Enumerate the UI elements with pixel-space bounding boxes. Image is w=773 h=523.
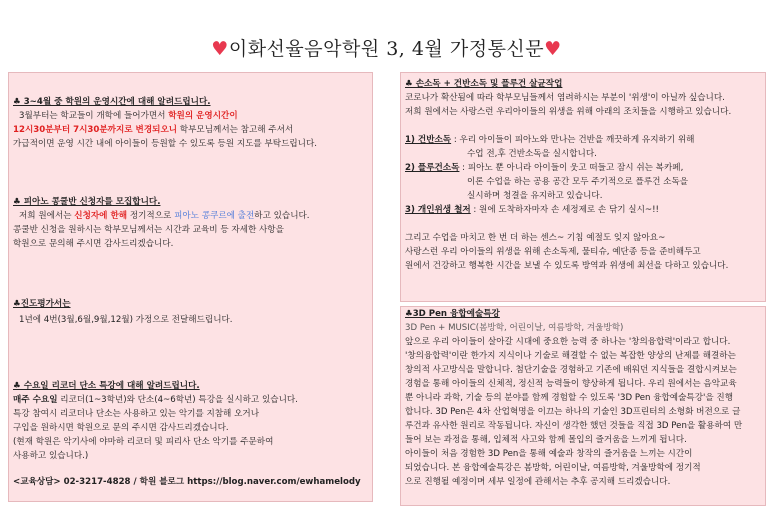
text: 이론 수업을 하는 공용 공간 모두 주기적으로 플루건 소독을 <box>467 177 689 187</box>
heart-icon: ♥ <box>544 38 562 60</box>
highlight-text: 학원의 운영시간이 <box>168 111 238 121</box>
paragraph-line: 루건과 유사한 원리로 작동됩니다. 자신이 생각한 했던 것들을 직접 3D Pen을 활용하여 만 <box>405 421 743 431</box>
page-title <box>0 34 773 61</box>
section-progress-evaluation <box>13 297 233 327</box>
highlight-text: 신청자에 한해 <box>74 211 128 221</box>
text: : 피아노 뿐 아니라 아이들이 웃고 떠들고 잠시 쉬는 복카페, <box>459 163 684 173</box>
hygiene-panel <box>400 72 766 302</box>
bold-text: 매주 수요일 <box>13 395 58 405</box>
section-operating-hours <box>13 95 317 151</box>
text: 특강 참여시 리코더나 단소는 사용하고 있는 악기를 지참해 오거나 <box>13 409 259 419</box>
highlight-text: 피아노 콩쿠르에 출전 <box>174 211 255 221</box>
section-heading: ♣진도평가서는 <box>13 299 71 309</box>
title-text: 이화선율음악학원 3, 4월 가정통신문 <box>228 38 545 60</box>
text: 학원으로 문의해 주시면 감사드리겠습니다. <box>13 239 174 249</box>
paragraph-line: 아이들이 처음 경험한 3D Pen을 통해 예술과 창작의 즐거움을 느끼는 시간이 <box>405 449 693 459</box>
text: : 우리 아이들이 피아노와 만나는 건반을 깨끗하게 유지하기 위해 <box>451 135 695 145</box>
left-panel <box>8 72 373 502</box>
text: 콩쿨반 신청을 원하시는 학부모님께서는 시간과 교육비 등 자세한 사항을 <box>13 225 284 235</box>
contact-info: <교육상담> 02-3217-4828 / 학원 블로그 https://blog.naver.com/ewhamelody <box>13 477 361 487</box>
paragraph-line: 앞으로 우리 아이들이 살아갈 시대에 중요한 능력 중 하나는 '창의융합력'이라고 합니다. <box>405 337 731 347</box>
paragraph-line: '창의융합력'이란 한가지 지식이나 기술로 해결할 수 없는 복잡한 양상의 난제를 해결하는 <box>405 351 736 361</box>
text: 저희 원에서는 사랑스런 우리아이들의 위생을 위해 아래의 조치들을 시행하고 있습니다. <box>405 107 732 117</box>
section-heading: ♣ 피아노 콩쿨반 신청자를 모집합니다. <box>13 197 161 207</box>
paragraph-line: 합니다. 3D Pen은 4차 산업혁명을 이끄는 하나의 기술인 3D프린터의 소형화 버전으로 글 <box>405 407 741 417</box>
text: 사용하고 있습니다.) <box>13 451 89 461</box>
text: : 원에 도착하자마자 손 세정제로 손 닦기 실시~!! <box>470 205 659 215</box>
text: 원에서 건강하고 행복한 시간을 보낼 수 있도록 방역과 위생에 최선을 다하고 있습니다. <box>405 261 729 271</box>
section-hygiene <box>405 77 731 273</box>
text: 그리고 수업을 마치고 한 번 더 하는 센스~ 기침 예절도 잊지 않아요~ <box>405 233 666 243</box>
section-3d-pen <box>405 307 742 489</box>
text: 리코더(1~3학년)와 단소(4~6학년) 특강을 실시하고 있습니다. <box>57 395 298 405</box>
section-heading: ♣ 손소독 + 건반소독 및 플루건 살균작업 <box>405 79 563 89</box>
item-label: 2) 플루건소독 <box>405 163 460 173</box>
text: 실시하며 청결을 유지하고 있습니다. <box>467 191 603 201</box>
text: 가급적이면 운영 시간 내에 아이들이 등원할 수 있도록 등원 지도를 부탁드립니다. <box>13 139 318 149</box>
section-heading: ♣ 3~4월 중 학원의 운영시간에 대해 알려드립니다. <box>13 97 211 107</box>
text: 저희 원에서는 <box>19 211 75 221</box>
text: 학부모님께서는 참고해 주셔서 <box>177 125 294 135</box>
text: 하고 있습니다. <box>254 211 310 221</box>
text: 구입을 원하시면 학원으로 문의 주시면 감사드리겠습니다. <box>13 423 229 433</box>
text: 3월부터는 학교들이 개학에 들어가면서 <box>19 111 169 121</box>
paragraph-line: 창의적 사고방식을 말합니다. 첨단기술을 경험하고 기존에 배워던 지식들을 결합시켜보는 <box>405 365 737 375</box>
paragraph-line: 으로 진행될 예정이며 세부 일정에 관해서는 추후 공지해 드리겠습니다. <box>405 477 671 487</box>
text: 수업 전,후 건반소독을 실시합니다. <box>467 149 597 159</box>
item-label: 3) 개인위생 철저 <box>405 205 471 215</box>
section-heading: ♣ 수요일 리코더 단소 특강에 대해 알려드립니다. <box>13 381 200 391</box>
text: (현재 학원은 악기사에 야마하 리코더 및 피리사 단소 악기를 주문하여 <box>13 437 274 447</box>
text: 코로나가 확산됨에 따라 학부모님들께서 염려하시는 부분이 '위생'이 아닐까 싶습니다. <box>405 93 725 103</box>
section-piano-contest <box>13 195 310 251</box>
text: 사랑스런 우리 아이들의 위생을 위해 손소독제, 물티슈, 예단종 등을 준비해두고 <box>405 247 701 257</box>
highlight-text: 12시30분부터 7시30분까지로 변경되오니 <box>13 125 178 135</box>
paragraph-line: 들어 보는 과정을 통해, 입체적 사고와 함께 몰입의 즐거움을 느끼게 됩니다. <box>405 435 687 445</box>
heart-icon: ♥ <box>211 38 229 60</box>
section-recorder-class <box>13 379 298 463</box>
subheading: 3D Pen + MUSIC(봄방학, 어린이날, 여름방학, 겨울방학) <box>405 323 624 333</box>
3d-pen-panel <box>400 306 766 506</box>
section-heading: ♣3D Pen 융합예술특강 <box>405 309 500 319</box>
paragraph-line: 뿐 아니라 과학, 기술 등의 분야를 함께 경험할 수 있도록 '3D Pen 융합예술특강'을 진행 <box>405 393 734 403</box>
item-label: 1) 건반소독 <box>405 135 452 145</box>
text: 정기적으로 <box>127 211 175 221</box>
paragraph-line: 경험을 통해 아이들의 신체적, 정신적 능력들이 향상하게 됩니다. 우리 원에서는 음악교육 <box>405 379 737 389</box>
text: 1년에 4번(3월,6월,9월,12월) 가정으로 전달해드립니다. <box>19 315 233 325</box>
paragraph-line: 되었습니다. 본 융합예술특강은 봄방학, 어린이날, 여름방학, 겨울방학에 정기적 <box>405 463 701 473</box>
